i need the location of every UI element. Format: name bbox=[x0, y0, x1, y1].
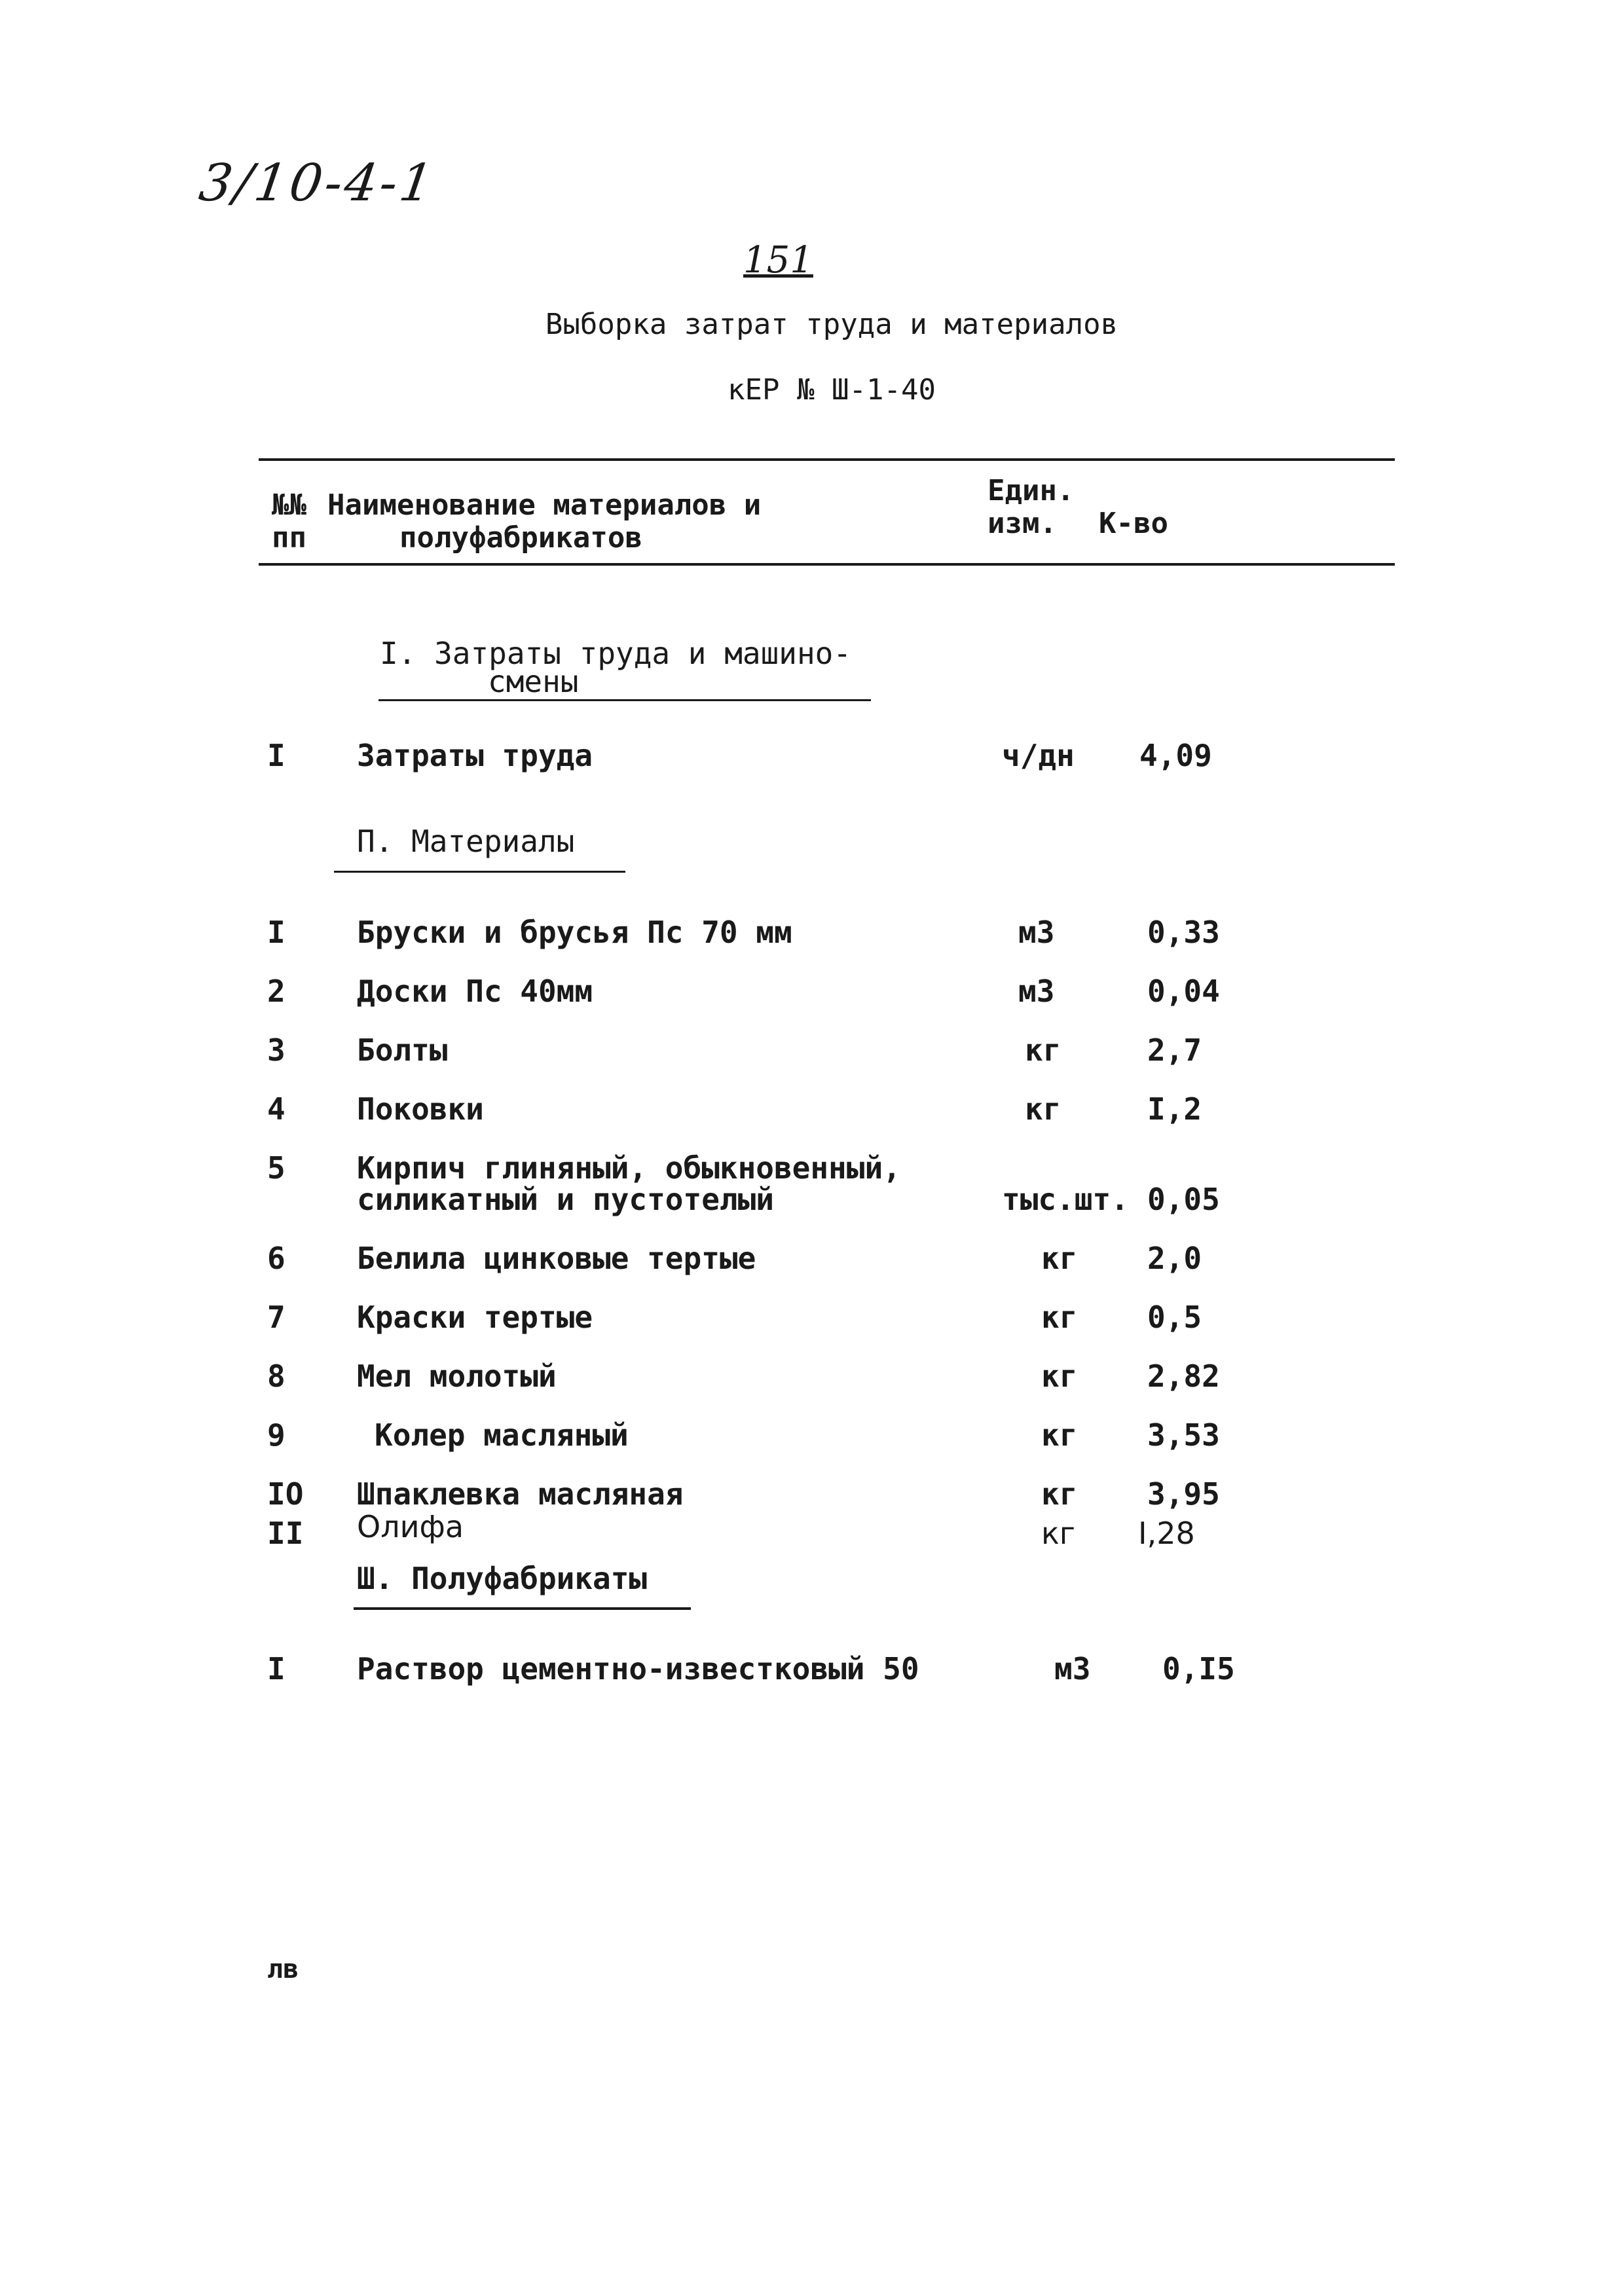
row-name-line2: силикатный и пустотелый bbox=[357, 1182, 774, 1217]
row-number: 3 bbox=[267, 1032, 286, 1068]
header-qty: К-во bbox=[1099, 507, 1168, 540]
page-title: Выборка затрат труда и материалов bbox=[545, 308, 1118, 341]
row-unit: ч/дн bbox=[1002, 738, 1075, 773]
handwritten-document-code: 3/10-4-1 bbox=[195, 154, 439, 213]
section-heading-semi-products: Ш. Полуфабрикаты bbox=[357, 1561, 648, 1596]
row-number: I bbox=[267, 738, 286, 773]
row-number: 7 bbox=[267, 1300, 286, 1335]
row-name: Белила цинковые тертые bbox=[357, 1241, 756, 1276]
section-heading-underline bbox=[354, 1607, 691, 1610]
row-unit: тыс.шт. bbox=[1002, 1182, 1129, 1217]
row-number: 4 bbox=[267, 1091, 286, 1127]
typist-mark: лв bbox=[267, 1954, 299, 1984]
row-quantity: 2,7 bbox=[1147, 1032, 1202, 1068]
row-name: Краски тертые bbox=[357, 1300, 593, 1335]
header-unit-line1: Един. bbox=[987, 474, 1075, 507]
row-name: Затраты труда bbox=[357, 738, 593, 773]
row-number: 5 bbox=[267, 1150, 286, 1186]
header-unit-line2: изм. bbox=[987, 507, 1057, 540]
section-heading-materials: П. Материалы bbox=[357, 824, 575, 859]
section-heading-labor-line2: смены bbox=[488, 664, 579, 699]
section-heading-underline bbox=[334, 871, 625, 873]
row-name: Бруски и брусья Пс 70 мм bbox=[357, 915, 792, 950]
row-name: Шпаклевка масляная bbox=[357, 1476, 684, 1512]
row-quantity: 2,0 bbox=[1147, 1241, 1202, 1276]
row-number: 8 bbox=[267, 1358, 286, 1394]
row-number: II bbox=[267, 1516, 304, 1551]
row-quantity: I,2 bbox=[1147, 1091, 1202, 1127]
row-quantity: 0,33 bbox=[1147, 915, 1220, 950]
row-unit: кг bbox=[1041, 1241, 1078, 1276]
row-number: 6 bbox=[267, 1241, 286, 1276]
row-name: Раствор цементно-известковый 50 bbox=[357, 1651, 919, 1686]
row-name: Поковки bbox=[357, 1091, 484, 1127]
row-unit: кг bbox=[1041, 1476, 1078, 1512]
row-quantity: I,28 bbox=[1138, 1516, 1195, 1551]
section-heading-labor: I. Затраты труда и машино- bbox=[380, 636, 852, 671]
table-header-rule bbox=[259, 563, 1395, 566]
row-quantity: 4,09 bbox=[1139, 738, 1212, 773]
row-quantity: 0,05 bbox=[1147, 1182, 1220, 1217]
header-name-line1: Наименование материалов и bbox=[327, 488, 762, 522]
row-number: I bbox=[267, 915, 286, 950]
row-unit: м3 bbox=[1054, 1651, 1091, 1686]
row-name: Мел молотый bbox=[357, 1358, 557, 1394]
row-quantity: 3,53 bbox=[1147, 1417, 1220, 1453]
row-quantity: 2,82 bbox=[1147, 1358, 1220, 1394]
row-name: Болты bbox=[357, 1032, 448, 1068]
row-quantity: 3,95 bbox=[1147, 1476, 1220, 1512]
row-unit: кг bbox=[1041, 1417, 1078, 1453]
page-number: 151 bbox=[743, 239, 813, 282]
row-name: Кирпич глиняный, обыкновенный, bbox=[357, 1150, 901, 1186]
row-number: IO bbox=[267, 1476, 304, 1512]
row-number: 9 bbox=[267, 1417, 286, 1453]
row-quantity: 0,I5 bbox=[1162, 1651, 1235, 1686]
row-number: 2 bbox=[267, 974, 286, 1009]
row-unit: кг bbox=[1025, 1091, 1061, 1127]
row-unit: кг bbox=[1025, 1032, 1061, 1068]
table-top-rule bbox=[259, 458, 1395, 461]
row-unit: кг bbox=[1041, 1516, 1075, 1551]
row-unit: кг bbox=[1041, 1300, 1078, 1335]
header-num-line2: пп bbox=[272, 521, 306, 555]
row-quantity: 0,04 bbox=[1147, 974, 1220, 1009]
header-num-line1: №№ bbox=[272, 488, 306, 522]
header-name-line2: полуфабрикатов bbox=[399, 521, 642, 555]
row-name: Олифа bbox=[357, 1509, 464, 1544]
row-name: Колер масляный bbox=[375, 1417, 629, 1453]
row-name: Доски Пс 40мм bbox=[357, 974, 593, 1009]
row-number: I bbox=[267, 1651, 286, 1686]
row-unit: м3 bbox=[1018, 915, 1055, 950]
row-unit: кг bbox=[1041, 1358, 1078, 1394]
section-heading-underline bbox=[378, 699, 871, 701]
row-unit: м3 bbox=[1018, 974, 1055, 1009]
row-quantity: 0,5 bbox=[1147, 1300, 1202, 1335]
page-subtitle: кЕР № Ш-1-40 bbox=[728, 373, 936, 407]
